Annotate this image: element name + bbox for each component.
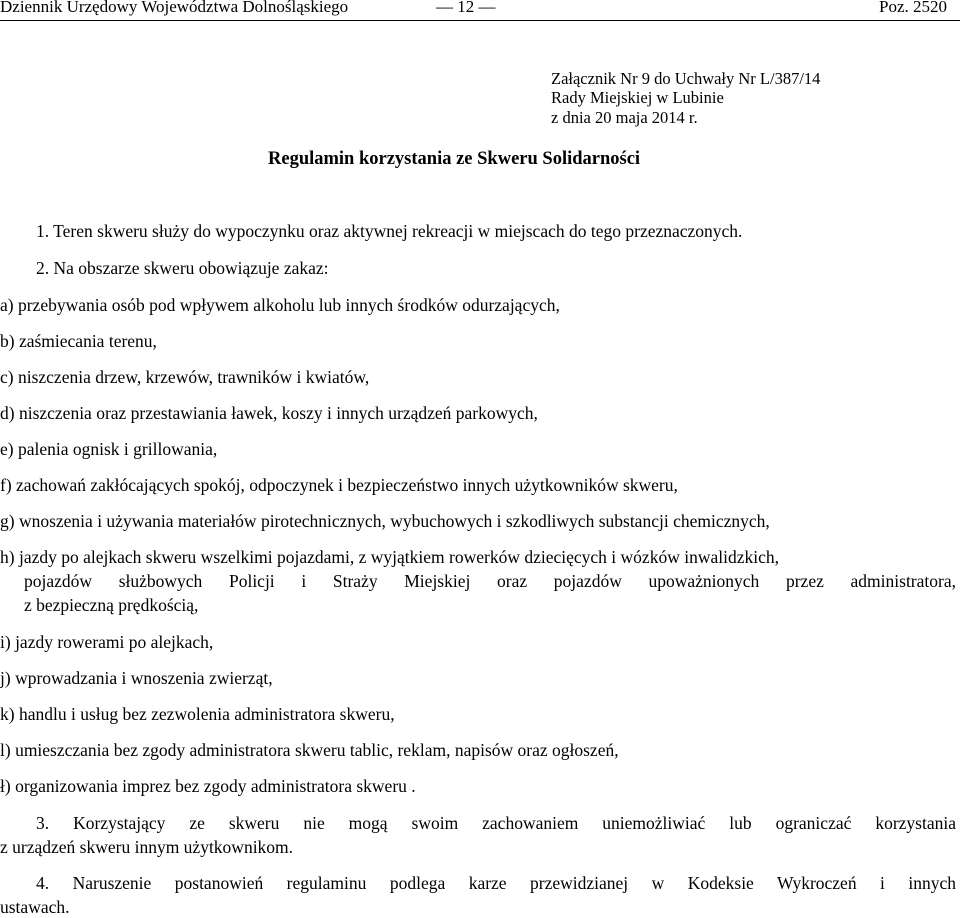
list-item-j: j) wprowadzania i wnoszenia zwierząt, <box>0 668 273 688</box>
list-item-h-line-1: h) jazdy po alejkach skweru wszelkimi pojazdami, z wyjątkiem rowerków dziecięcych i wózków inwalidzkich, <box>0 547 779 567</box>
list-item-g: g) wnoszenia i używania materiałów pirotechnicznych, wybuchowych i szkodliwych substancji chemicznych, <box>0 511 770 531</box>
list-item-f: f) zachowań zakłócających spokój, odpoczynek i bezpieczeństwo innych użytkowników skweru, <box>0 475 678 495</box>
list-item-i: i) jazdy rowerami po alejkach, <box>0 632 214 652</box>
paragraph-4-line-2: ustawach. <box>0 897 70 917</box>
paragraph-3-line-2: z urządzeń skweru innym użytkownikom. <box>0 837 294 857</box>
list-item-h-line-2: pojazdów służbowych Policji i Straży Miejskiej oraz pojazdów upoważnionych przez administratora, <box>24 571 956 591</box>
list-item-k: k) handlu i usług bez zezwolenia administratora skweru, <box>0 704 395 724</box>
attachment-line-2: Rady Miejskiej w Lubinie <box>551 88 724 107</box>
document-title: Regulamin korzystania ze Skweru Solidarności <box>268 149 641 169</box>
list-item-h-line-3: z bezpieczną prędkością, <box>24 595 199 615</box>
list-item-l-stroke: ł) organizowania imprez bez zgody administratora skweru . <box>0 776 416 796</box>
list-item-a: a) przebywania osób pod wpływem alkoholu lub innych środków odurzających, <box>0 295 560 315</box>
attachment-line-3: z dnia 20 maja 2014 r. <box>551 108 698 127</box>
header-rule <box>0 20 960 21</box>
list-item-b: b) zaśmiecania terenu, <box>0 331 157 351</box>
paragraph-3-line-1: 3. Korzystający ze skweru nie mogą swoim zachowaniem uniemożliwiać lub ograniczać korzystania <box>36 813 956 833</box>
journal-name: Dziennik Urzędowy Województwa Dolnośląskiego <box>0 0 349 16</box>
list-item-e: e) palenia ognisk i grillowania, <box>0 439 218 459</box>
paragraph-1: 1. Teren skweru służy do wypoczynku oraz aktywnej rekreacji w miejscach do tego przeznaczonych. <box>36 221 743 241</box>
list-item-l: l) umieszczania bez zgody administratora skweru tablic, reklam, napisów oraz ogłoszeń, <box>0 740 619 760</box>
paragraph-4-line-1: 4. Naruszenie postanowień regulaminu podlega karze przewidzianej w Kodeksie Wykroczeń i innych <box>36 873 956 893</box>
list-item-c: c) niszczenia drzew, krzewów, trawników i kwiatów, <box>0 367 370 387</box>
list-item-d: d) niszczenia oraz przestawiania ławek, koszy i innych urządzeń parkowych, <box>0 403 538 423</box>
paragraph-2: 2. Na obszarze skweru obowiązuje zakaz: <box>36 258 329 278</box>
attachment-line-1: Załącznik Nr 9 do Uchwały Nr L/387/14 <box>551 69 821 88</box>
page-number: — 12 — <box>436 0 496 16</box>
position-number: Poz. 2520 <box>879 0 947 16</box>
